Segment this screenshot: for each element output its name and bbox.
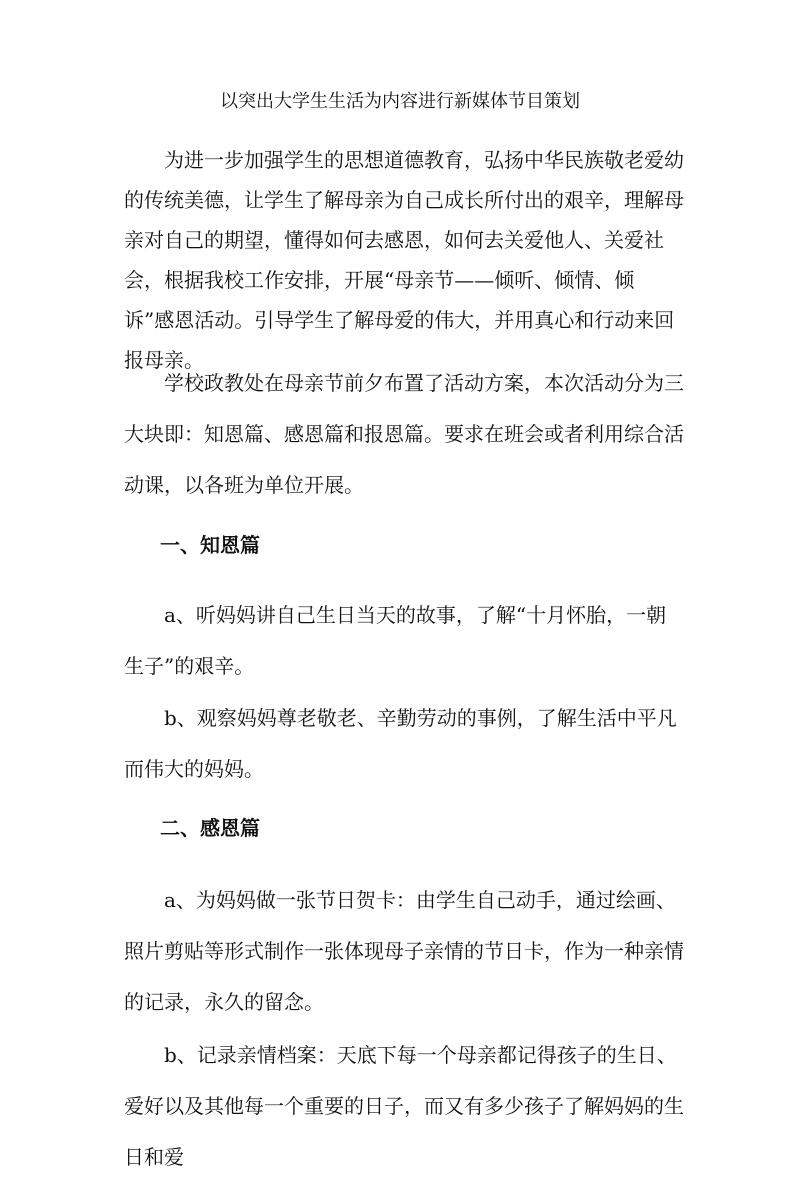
section-heading-zhien: 一、知恩篇 — [160, 533, 260, 557]
ganen-item-a: a、为妈妈做一张节日贺卡：由学生自己动手，通过绘画、照片剪贴等形式制作一张体现母子亲情的节日卡，作为一种亲情的记录，永久的留念。 — [124, 888, 684, 1014]
zhien-item-a: a、听妈妈讲自己生日当天的故事，了解“十月怀胎，一朝生子”的艰辛。 — [124, 603, 667, 678]
section-heading-ganen: 二、感恩篇 — [160, 816, 260, 840]
intro-paragraph: 为进一步加强学生的思想道德教育，弘扬中华民族敬老爱幼的传统美德，让学生了解母亲为自己成长所付出的艰辛，理解母亲对自己的期望，懂得如何去感恩，如何去关爱他人、关爱社会，根据我校工作安排，开展“母亲节——倾听、倾情、倾诉”感恩活动。引导学生了解母爱的伟大，并用真心和行动来回报母亲。 — [124, 148, 684, 372]
zhien-item-b: b、观察妈妈尊老敬老、辛勤劳动的事例，了解生活中平凡而伟大的妈妈。 — [124, 706, 677, 781]
ganen-item-b: b、记录亲情档案：天底下每一个母亲都记得孩子的生日、爱好以及其他每一个重要的日子，而又有多少孩子了解妈妈的生日和爱 — [124, 1043, 684, 1169]
document-title: 以突出大学生生活为内容进行新媒体节目策划 — [220, 91, 580, 112]
arrangement-paragraph: 学校政教处在母亲节前夕布置了活动方案，本次活动分为三大块即：知恩篇、感恩篇和报恩篇。要求在班会或者利用综合活动课，以各班为单位开展。 — [124, 371, 684, 497]
